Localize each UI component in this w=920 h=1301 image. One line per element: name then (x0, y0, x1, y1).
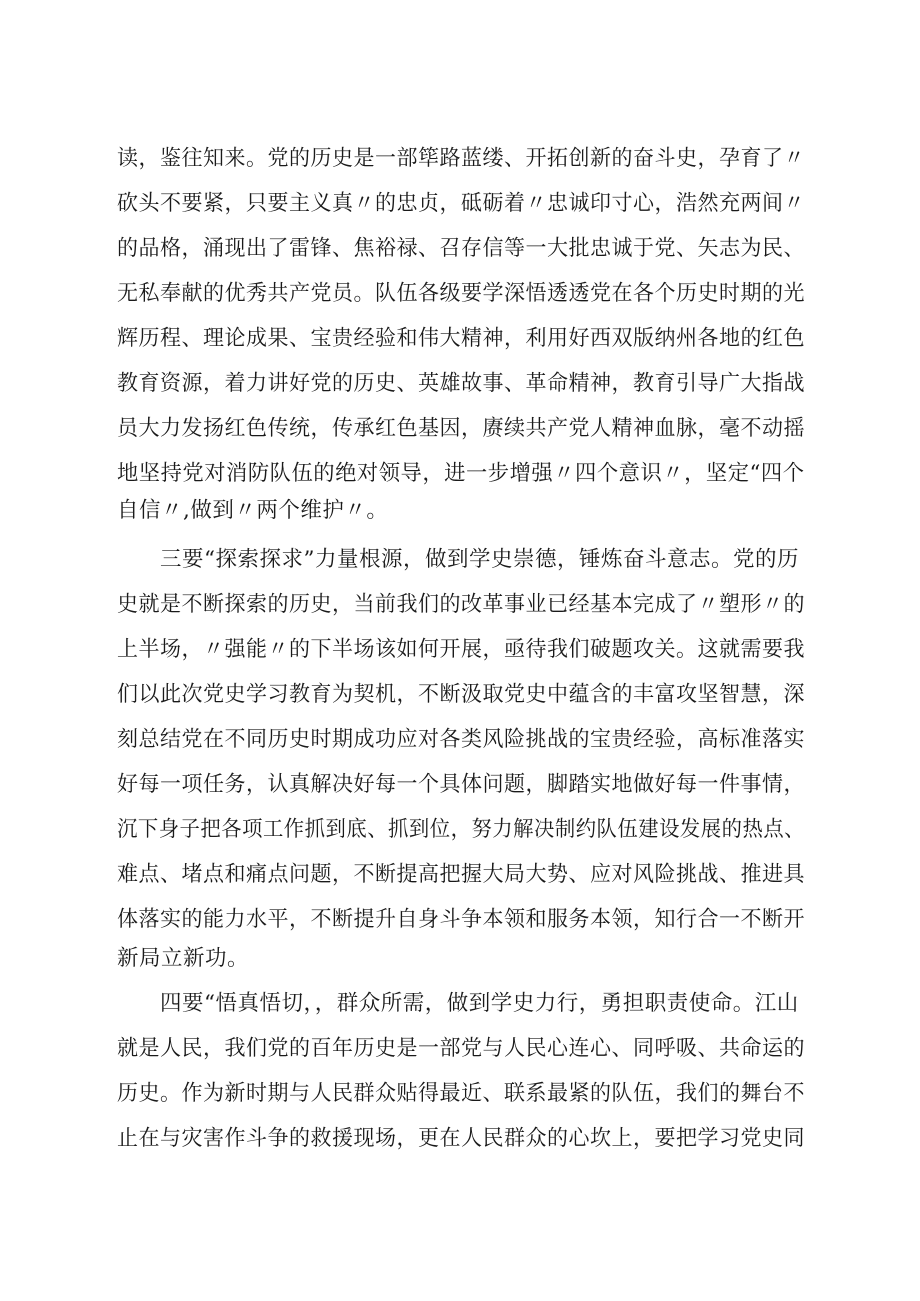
text-line: 难点、堵点和痛点问题，不断提高把握大局大势、应对风险挑战、推进具 (117, 862, 806, 887)
text-line: 的品格，涌现出了雷锋、焦裕禄、召存信等一大批忠诚于党、矢志为民、 (117, 236, 806, 261)
text-line: 自信〃,做到〃两个维护〃。 (117, 498, 389, 523)
text-line: 无私奉献的优秀共产党员。队伍各级要学深悟透透党在各个历史时期的光 (117, 281, 806, 306)
text-line: 就是人民，我们党的百年历史是一部党与人民心连心、同呼吸、共命运的 (117, 1036, 806, 1061)
text-line: 砍头不要紧，只要主义真〃的忠贞，砥砺着〃忠诚印寸心，浩然充两间〃 (117, 191, 806, 216)
text-line: 刻总结党在不同历史时期成功应对各类风险挑战的宝贵经验，高标准落实 (117, 727, 806, 752)
text-line: 历史。作为新时期与人民群众贴得最近、联系最紧的队伍，我们的舞台不 (117, 1081, 806, 1106)
text-line: 员大力发扬红色传统，传承红色基因，赓续共产党人精神血脉，毫不动摇 (117, 416, 806, 441)
text-line: 沉下身子把各项工作抓到底、抓到位，努力解决制约队伍建设发展的热点、 (117, 817, 806, 842)
text-line: 止在与灾害作斗争的救援现场，更在人民群众的心坎上，要把学习党史同 (117, 1126, 806, 1151)
paragraph-start-line: 三要“探索探求”力量根源，做到学史崇德，锤炼奋斗意志。党的历 (160, 547, 799, 572)
text-line: 好每一项任务，认真解决好每一个具体问题，脚踏实地做好每一件事情， (117, 772, 806, 797)
text-line: 教育资源，着力讲好党的历史、英雄故事、革命精神，教育引导广大指战 (117, 371, 806, 396)
text-line: 读，鉴往知来。党的历史是一部筚路蓝缕、开拓创新的奋斗史，孕育了〃 (117, 146, 806, 171)
text-line: 辉历程、理论成果、宝贵经验和伟大精神，利用好西双版纳州各地的红色 (117, 326, 806, 351)
text-line: 体落实的能力水平，不断提升自身斗争本领和服务本领，知行合一不断开 (117, 907, 806, 932)
text-line: 们以此次党史学习教育为契机，不断汲取党史中蕴含的丰富攻坚智慧，深 (117, 682, 806, 707)
text-line: 史就是不断探索的历史，当前我们的改革事业已经基本完成了〃塑形〃的 (117, 592, 806, 617)
text-line: 上半场，〃强能〃的下半场该如何开展，亟待我们破题攻关。这就需要我 (117, 637, 806, 662)
text-line: 地坚持党对消防队伍的绝对领导，进一步增强〃四个意识〃，坚定“四个 (117, 461, 805, 486)
text-line: 新局立新功。 (117, 946, 250, 971)
paragraph-start-line: 四要“悟真悟切，，群众所需，做到学史力行，勇担职责使命。江山 (160, 991, 799, 1016)
